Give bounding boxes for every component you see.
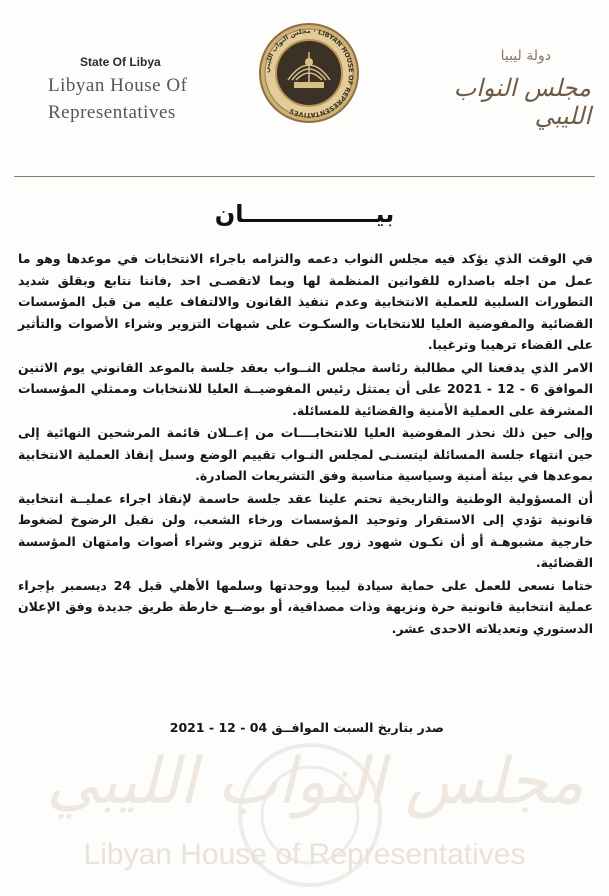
- issue-date-line: صدر بتاريخ السبت الموافــق 04 - 12 - 2021: [169, 720, 444, 735]
- house-name-ar: مجلس النواب الليبي: [453, 74, 591, 130]
- house-emblem-logo: [258, 22, 360, 124]
- paragraph-3: وإلى حين ذلك نحذر المفوضية العليا للانتخابــــات من إعــلان قائمة المرشحين النهائية إلى حين انتهاء جلسة المسائلة ليتسنـى لمجلس النـواب تقييم الوضع وسبل إنقاذ العملية الانتخابية بموعدها في بيئة أمنية وسياسية مناسبة وفق التشريعات الصادرة.: [18, 425, 593, 483]
- watermark-english: Libyan House of Representatives: [83, 838, 526, 871]
- state-name-ar: دولة ليبيا: [500, 48, 551, 64]
- statement-body: [18, 248, 593, 640]
- letterhead-arabic: [391, 48, 591, 130]
- paragraph-4: أن المسؤولية الوطنية والتاريخية تحتم علينا عقد جلسة حاسمة لإنقاذ اجراء عمليــة انتخابية قانونية تؤدي إلى الاستقرار وتوحيد المؤسسات ورخاء الشعب، ولن نقبل الرضوخ لضغوط خارجية مشبوهـة أو أن نكـون شهود زور على حفلة تزوير وشراء أصوات وامتهان المؤسسة القضائية.: [18, 490, 593, 570]
- letterhead: [0, 0, 609, 160]
- house-name-en-line1: Libyan House Of: [48, 75, 188, 96]
- house-name-en-line2: Representatives: [48, 102, 176, 123]
- paragraph-5: ختاما نسعى للعمل على حماية سيادة ليبيا ووحدتها وسلمها الأهلي قبل 24 ديسمبر بإجراء عملية انتخابية قانونية حرة ونزيهة وذات مصداقية، أو بوضــع خارطة طريق جديدة وفق الإعلان الدستوري وتعديلاته الاحدى عشر.: [18, 577, 594, 636]
- header-divider: [14, 176, 595, 177]
- paragraph-1: في الوقت الذي يؤكد فيه مجلس النواب دعمه والتزامه باجراء الانتخابات في موعدها وهو ما عمل من اجله باصداره للقوانين المنظمة لها وبما لاتقصـى احد ,فاننا نتابع وبقلق شديد التطورات السلبية للعملية الانتخابية وعدم تنفيذ القانون والالتفاف عليه من قبل المؤسسات القضائية والمفوضية العليا للانتخابات والسكـوت على شبهات التزوير وشراء الأصوات والتأثير على القضاء ترهيبا وترغيبا.: [18, 251, 593, 352]
- emblem-ring-text: مجلس النواب الليبي · LIBYAN HOUSE OF REPRESENTATIVES: [262, 26, 356, 120]
- state-name-en: State Of Libya: [80, 55, 161, 69]
- watermark-arabic: مجلس النواب الليبي: [46, 745, 584, 819]
- letterhead-english: [48, 55, 238, 123]
- statement-title: بيــــــــــــــــان: [214, 200, 395, 228]
- paragraph-2: الامر الذي يدفعنا الي مطالبة رئاسة مجلس النــواب بعقد جلسة بالموعد القانوني يوم الاثنين الموافق 6 - 12 - 2021 على أن يمتثل رئيس المفوضيــة العليا للانتخابات وممثلي المؤسسات المشرفة على العملية الأمنية والقضائية للمسائلة.: [18, 359, 593, 418]
